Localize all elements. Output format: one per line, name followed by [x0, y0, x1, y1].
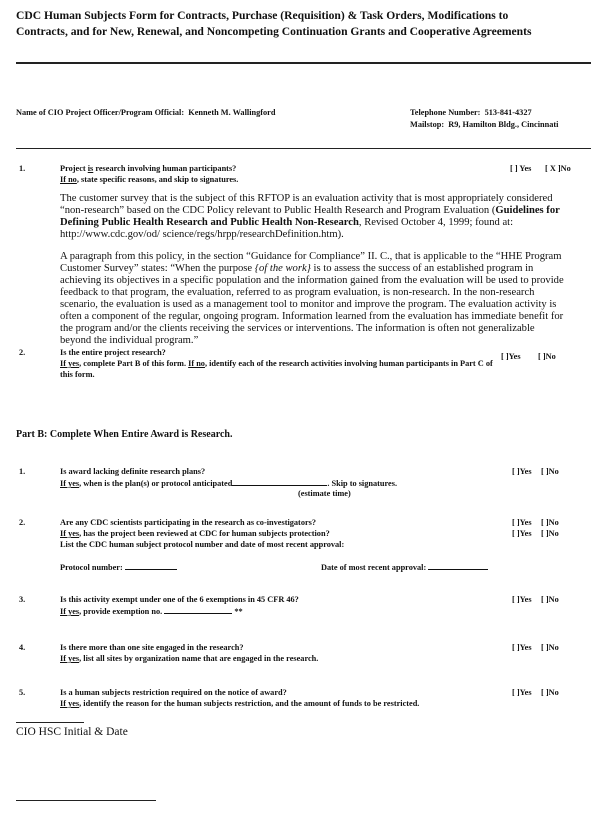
b1-instruction: [60, 478, 397, 488]
mailstop-label: Mailstop:: [410, 120, 445, 129]
q2-text: , identify each of the research activities involving human participants in Part C of: [204, 359, 493, 368]
q1-instruction-text: , state specific reasons, and skip to signatures.: [76, 175, 239, 184]
footnote-marker: **: [234, 607, 243, 616]
para1-line: [60, 217, 513, 228]
q1-instruction: [60, 175, 238, 184]
para2-line: achieving its objectives in a specific population and the information gained from the evaluation will be used to provide: [60, 275, 564, 286]
para2-line: [60, 263, 533, 274]
if-yes: If yes: [60, 654, 80, 663]
b3-yes-checkbox[interactable]: [ ]Yes: [512, 595, 532, 604]
para1-text: “non-research” based on the CDC Policy relevant to Public Health Research and Program Evaluation (: [60, 205, 496, 216]
if-no: If no: [188, 359, 205, 368]
para2-italic: {of the work}: [254, 263, 311, 274]
b4-yes-checkbox[interactable]: [ ]Yes: [512, 643, 532, 652]
para2-line: scenario, the evaluation is used as a management tool to monitor and improve the program. The evaluation activity is: [60, 299, 557, 310]
b2-no-checkbox[interactable]: [ ]No: [541, 518, 559, 527]
para1-line: [60, 205, 560, 216]
exemption-number-field[interactable]: [164, 606, 232, 614]
q2-question: Is the entire project research?: [60, 348, 166, 357]
q2-no-checkbox[interactable]: [ ]No: [538, 352, 556, 361]
title-divider: [16, 62, 591, 64]
b4-number: 4.: [19, 643, 26, 652]
b5-text: , identify the reason for the human subjects restriction, and the amount of funds to be restricted.: [79, 699, 420, 708]
para2-text: is to assess the success of an established program in: [310, 263, 534, 274]
b5-number: 5.: [19, 688, 26, 697]
para2-text: Customer Survey” states: “When the purpose: [60, 263, 255, 274]
signature-line[interactable]: [16, 800, 156, 801]
b3-instruction: [60, 606, 243, 616]
q2-instruction: [60, 359, 493, 368]
mailstop-value: R9, Hamilton Bldg., Cincinnati: [448, 120, 559, 129]
b3-number: 3.: [19, 595, 26, 604]
b4-question: Is there more than one site engaged in the research?: [60, 643, 244, 652]
approval-date-field[interactable]: [428, 562, 488, 570]
if-yes: If yes: [60, 607, 80, 616]
phone-label: Telephone Number:: [410, 108, 481, 117]
b1-no-checkbox[interactable]: [ ]No: [541, 467, 559, 476]
b3-text: , provide exemption no.: [79, 607, 163, 616]
q1-yes-checkbox[interactable]: [ ] Yes: [510, 164, 532, 173]
para2-line: A paragraph from this policy, in the section “Guidance for Compliance” II. C., that is applicable to the “HHE Program: [60, 251, 562, 262]
b5-yes-checkbox[interactable]: [ ]Yes: [512, 688, 532, 697]
q1-text: research involving human participants?: [93, 164, 237, 173]
b2-text: , has the project been reviewed at CDC for human subjects protection?: [79, 529, 330, 538]
header-divider: [16, 148, 591, 149]
q1-number: 1.: [19, 164, 26, 173]
b2-number: 2.: [19, 518, 26, 527]
b2-reviewed-no-checkbox[interactable]: [ ]No: [541, 529, 559, 538]
if-yes: If yes: [60, 359, 80, 368]
form-title-line1: CDC Human Subjects Form for Contracts, Purchase (Requisition) & Task Orders, Modifications to: [16, 9, 509, 22]
initial-date-label: CIO HSC Initial & Date: [16, 726, 128, 738]
b1-yes-checkbox[interactable]: [ ]Yes: [512, 467, 532, 476]
b3-no-checkbox[interactable]: [ ]No: [541, 595, 559, 604]
b2-question: Are any CDC scientists participating in the research as co-investigators?: [60, 518, 317, 527]
b5-instruction: [60, 699, 419, 708]
anticipated-time-field[interactable]: [232, 478, 327, 486]
q2-instruction-end: this form.: [60, 370, 95, 379]
para1-line: The customer survey that is the subject of this RFTOP is an evaluation activity that is most appropriately considered: [60, 193, 553, 204]
telephone: [410, 108, 532, 117]
b4-no-checkbox[interactable]: [ ]No: [541, 643, 559, 652]
b1-skip: . Skip to signatures.: [327, 479, 398, 488]
if-yes: If yes: [60, 529, 80, 538]
initial-date-line[interactable]: [16, 722, 84, 723]
protocol-number: [60, 562, 177, 572]
b2-instruction: [60, 529, 330, 538]
if-no: If no: [60, 175, 77, 184]
part-b-heading: Part B: Complete When Entire Award is Research.: [16, 429, 233, 440]
officer-name: Kenneth M. Wallingford: [188, 108, 276, 117]
b1-text: , when is the plan(s) or protocol anticipated: [79, 479, 233, 488]
project-officer: [16, 108, 275, 117]
b1-question: Is award lacking definite research plans?: [60, 467, 206, 476]
q2-yes-checkbox[interactable]: [ ]Yes: [501, 352, 521, 361]
officer-label: Name of CIO Project Officer/Program Official:: [16, 108, 185, 117]
b5-question: Is a human subjects restriction required on the notice of award?: [60, 688, 287, 697]
q2-text: , complete Part B of this form.: [79, 359, 189, 368]
if-yes: If yes: [60, 699, 80, 708]
approval-date: [321, 562, 488, 572]
approval-date-label: Date of most recent approval:: [321, 563, 427, 572]
estimate-time-caption: (estimate time): [298, 489, 351, 498]
para1-text: , Revised October 4, 1999; found at:: [358, 217, 514, 228]
if-yes: If yes: [60, 479, 80, 488]
para2-line: beyond the individual program.”: [60, 335, 199, 346]
b4-text: , list all sites by organization name that are engaged in the research.: [79, 654, 319, 663]
guideline-title: Defining Public Health Research and Public Health Non-Research: [60, 217, 359, 228]
q1-text: Project: [60, 164, 88, 173]
b2-list-instruction: List the CDC human subject protocol number and date of most recent approval:: [60, 540, 345, 549]
form-title-line2: Contracts, and for New, Renewal, and Noncompeting Continuation Grants and Cooperative Agreements: [16, 25, 532, 38]
guideline-title: Guidelines for: [495, 205, 560, 216]
q1-question: [60, 164, 236, 173]
q2-number: 2.: [19, 348, 26, 357]
phone-value: 513-841-4327: [484, 108, 532, 117]
protocol-number-field[interactable]: [125, 562, 177, 570]
mailstop: [410, 120, 558, 129]
protocol-label: Protocol number:: [60, 563, 123, 572]
para2-line: the program and/or the clients receiving the services or interventions. The information is often not generalizable: [60, 323, 535, 334]
b5-no-checkbox[interactable]: [ ]No: [541, 688, 559, 697]
b3-question: Is this activity exempt under one of the 6 exemptions in 45 CFR 46?: [60, 595, 299, 604]
para2-line: feedback to that program, the evaluation, referred to as program evaluation, is non-research. In the non-research: [60, 287, 535, 298]
b1-number: 1.: [19, 467, 26, 476]
b2-yes-checkbox[interactable]: [ ]Yes: [512, 518, 532, 527]
q1-is: is: [87, 164, 94, 173]
b2-reviewed-yes-checkbox[interactable]: [ ]Yes: [512, 529, 532, 538]
guideline-url: http://www.cdc.gov/od/ science/regs/hrpp/researchDefinition.htm).: [60, 229, 344, 240]
para2-line: often a component of the regular, ongoing program. Information learned from the evaluation has immediate benefit for: [60, 311, 564, 322]
b4-instruction: [60, 654, 318, 663]
q1-no-checkbox[interactable]: [ X ]No: [545, 164, 571, 173]
